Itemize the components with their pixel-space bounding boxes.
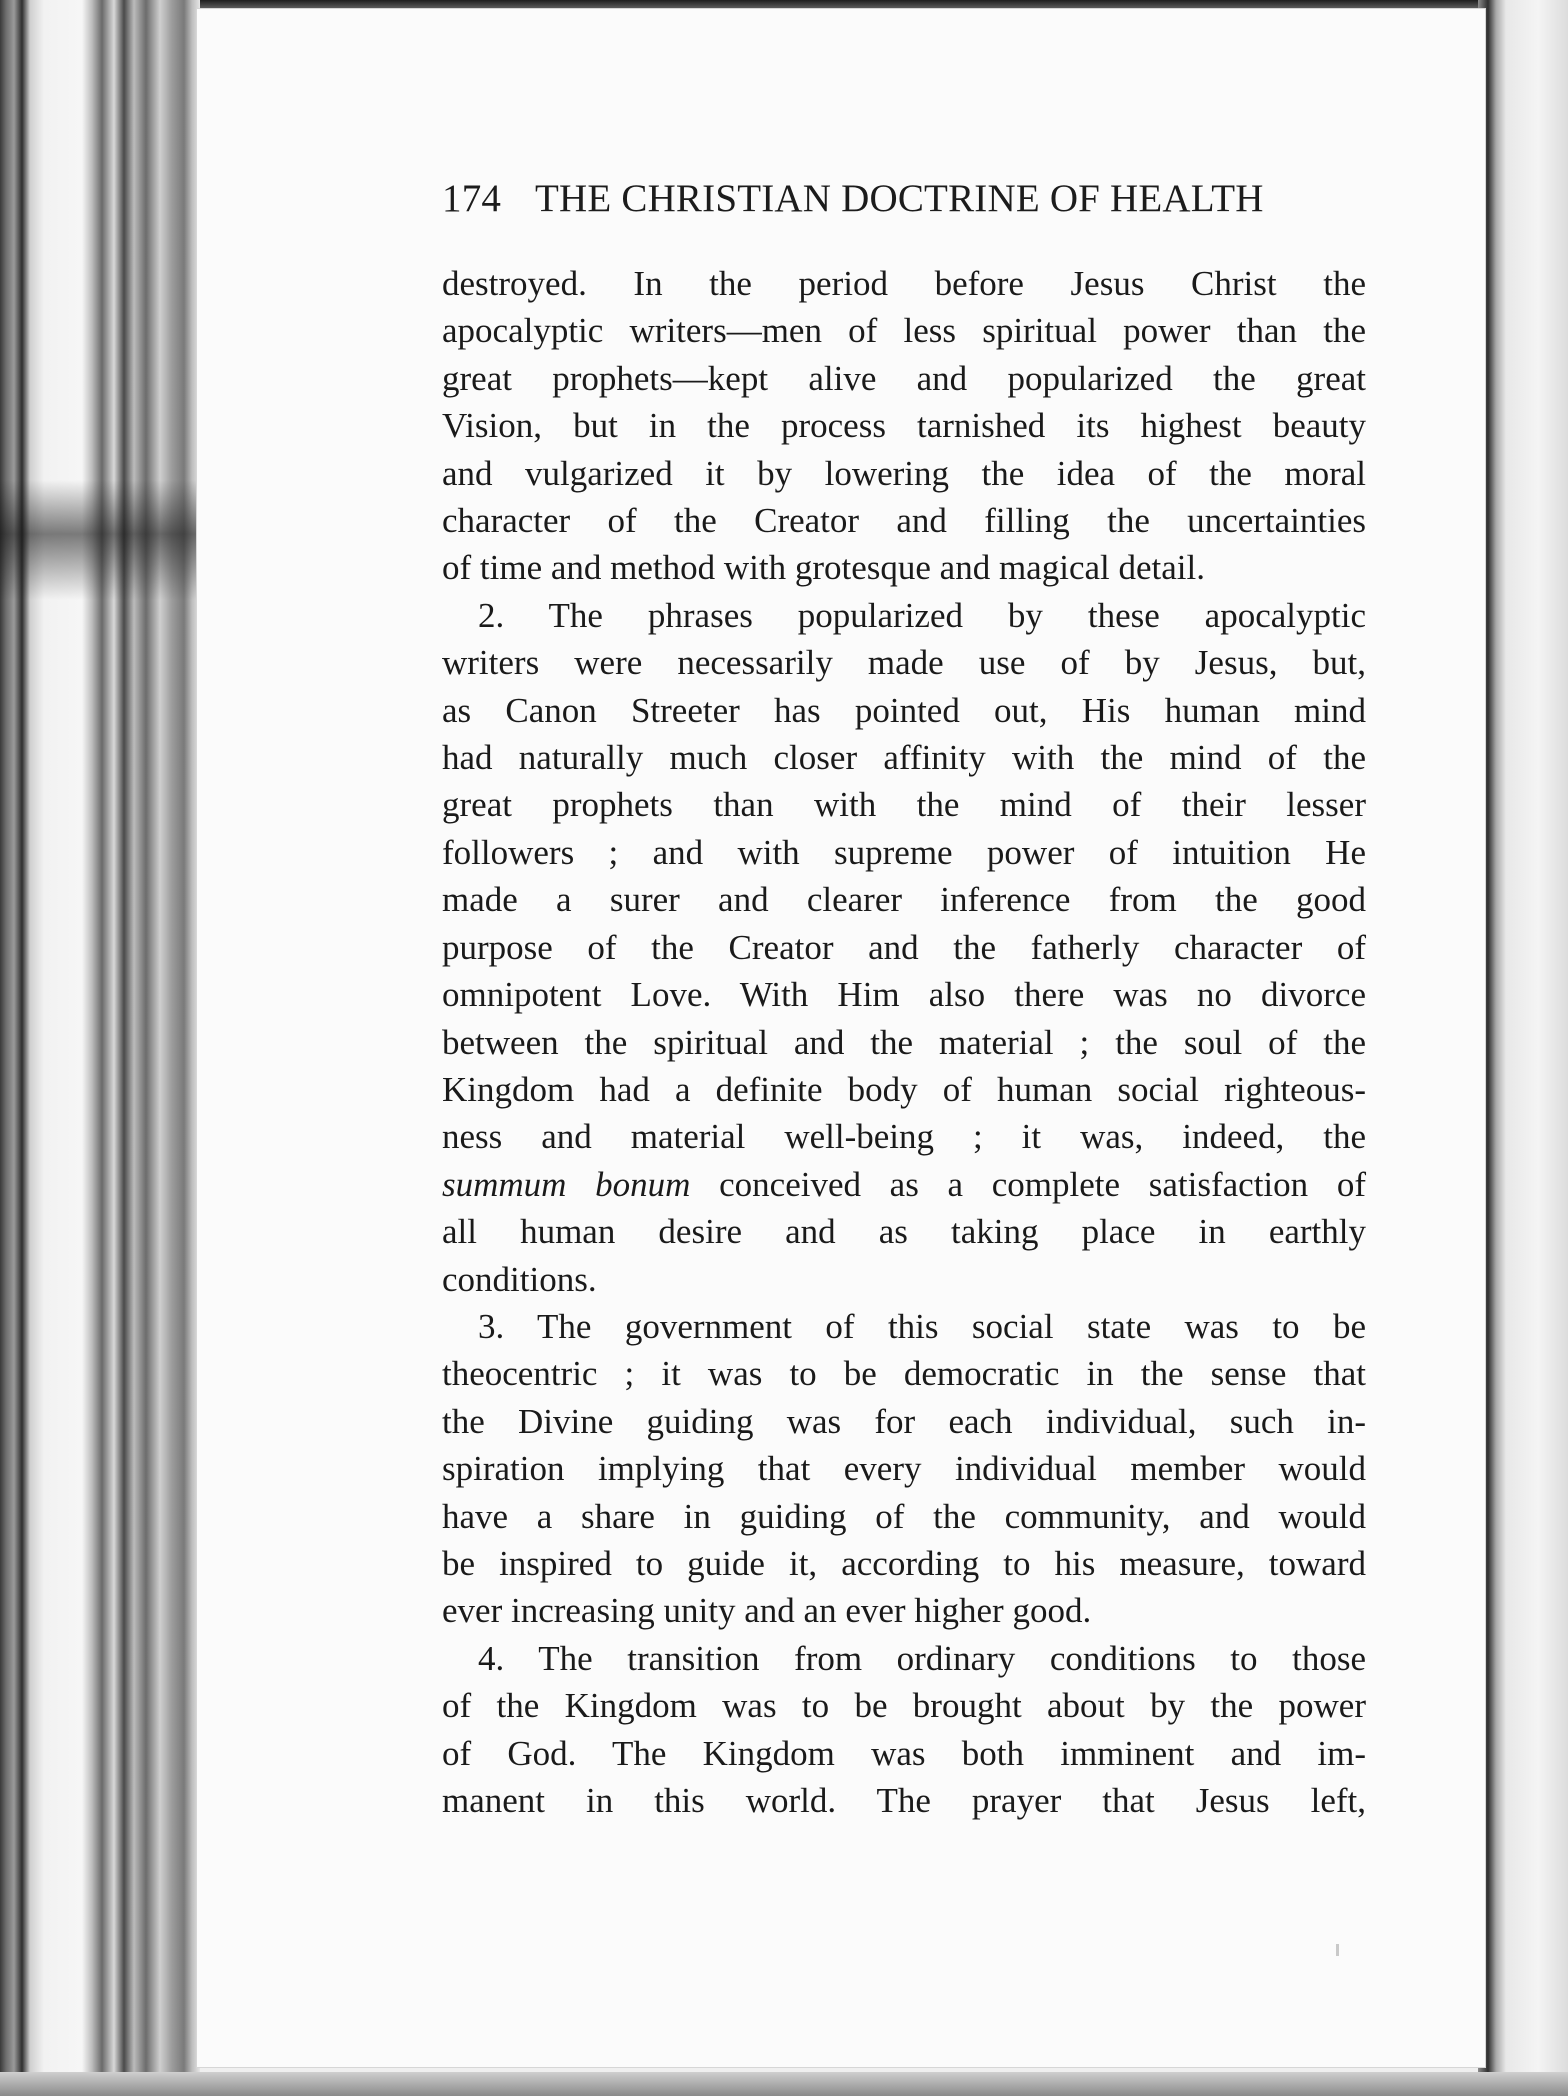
book-page-edges-right — [1478, 0, 1568, 2096]
scan-speck — [1336, 1944, 1339, 1956]
paragraph-3 — [442, 1303, 1366, 1635]
text-line: ever increasing unity and an ever higher good. — [442, 1591, 1092, 1631]
text-line: 4. The transition from ordinary conditions to those — [478, 1638, 1366, 1678]
text-line: writers were necessarily made use of by Jesus, but, — [442, 643, 1366, 683]
text-line: great prophets than with the mind of their lesser — [442, 785, 1366, 825]
text-line: spiration implying that every individual member would — [442, 1449, 1366, 1489]
text-line: had naturally much closer affinity with the mind of the — [442, 738, 1366, 778]
body-text — [442, 260, 1366, 1824]
text-line: conceived as a complete satisfaction of — [719, 1164, 1366, 1204]
text-line: omnipotent Love. With Him also there was no divorce — [442, 975, 1366, 1015]
book-page-edges-left — [0, 0, 200, 2096]
running-head — [442, 176, 1342, 230]
text-line: Vision, but in the process tarnished its highest beauty — [442, 406, 1366, 446]
text-line: between the spiritual and the material ; the soul of the — [442, 1022, 1366, 1062]
text-line: of God. The Kingdom was both imminent and im- — [442, 1733, 1366, 1773]
text-line: of the Kingdom was to be brought about by the power — [442, 1686, 1366, 1726]
text-line: the Divine guiding was for each individual, such in- — [442, 1401, 1366, 1441]
text-line: be inspired to guide it, according to his measure, toward — [442, 1543, 1366, 1583]
scan-shadow — [0, 480, 200, 600]
scan-bottom-edge — [0, 2072, 1568, 2096]
text-line: conditions. — [442, 1259, 597, 1299]
italic-phrase: summum bonum — [442, 1164, 691, 1204]
running-title: THE CHRISTIAN DOCTRINE OF HEALTH — [535, 177, 1264, 220]
text-line: manent in this world. The prayer that Jesus left, — [442, 1781, 1366, 1820]
text-line: all human desire and as taking place in earthly — [442, 1212, 1366, 1252]
text-line: 3. The government of this social state was to be — [478, 1306, 1366, 1346]
text-line: of time and method with grotesque and magical detail. — [442, 548, 1205, 588]
text-line: theocentric ; it was to be democratic in the sense that — [442, 1354, 1366, 1394]
text-line: as Canon Streeter has pointed out, His human mind — [442, 690, 1366, 730]
text-line: 2. The phrases popularized by these apocalyptic — [478, 595, 1366, 635]
text-line: character of the Creator and filling the uncertainties — [442, 501, 1366, 541]
paragraph-1 — [442, 260, 1366, 592]
text-line: purpose of the Creator and the fatherly character of — [442, 927, 1366, 967]
text-line: and vulgarized it by lowering the idea of the moral — [442, 453, 1366, 493]
text-line: ness and material well-being ; it was, indeed, the — [442, 1117, 1366, 1157]
text-line-with-italic — [442, 1161, 1366, 1208]
text-line: great prophets—kept alive and popularized the great — [442, 358, 1366, 398]
paragraph-2 — [442, 592, 1366, 1303]
text-line: have a share in guiding of the community, and would — [442, 1496, 1366, 1536]
text-line: Kingdom had a definite body of human social righteous- — [442, 1069, 1366, 1109]
text-line: apocalyptic writers—men of less spiritual power than the — [442, 311, 1366, 351]
text-line: made a surer and clearer inference from the good — [442, 880, 1366, 920]
text-line: destroyed. In the period before Jesus Christ the — [442, 264, 1366, 303]
page-number: 174 — [442, 177, 502, 220]
text-line: followers ; and with supreme power of intuition He — [442, 832, 1366, 872]
paragraph-4 — [442, 1635, 1366, 1825]
